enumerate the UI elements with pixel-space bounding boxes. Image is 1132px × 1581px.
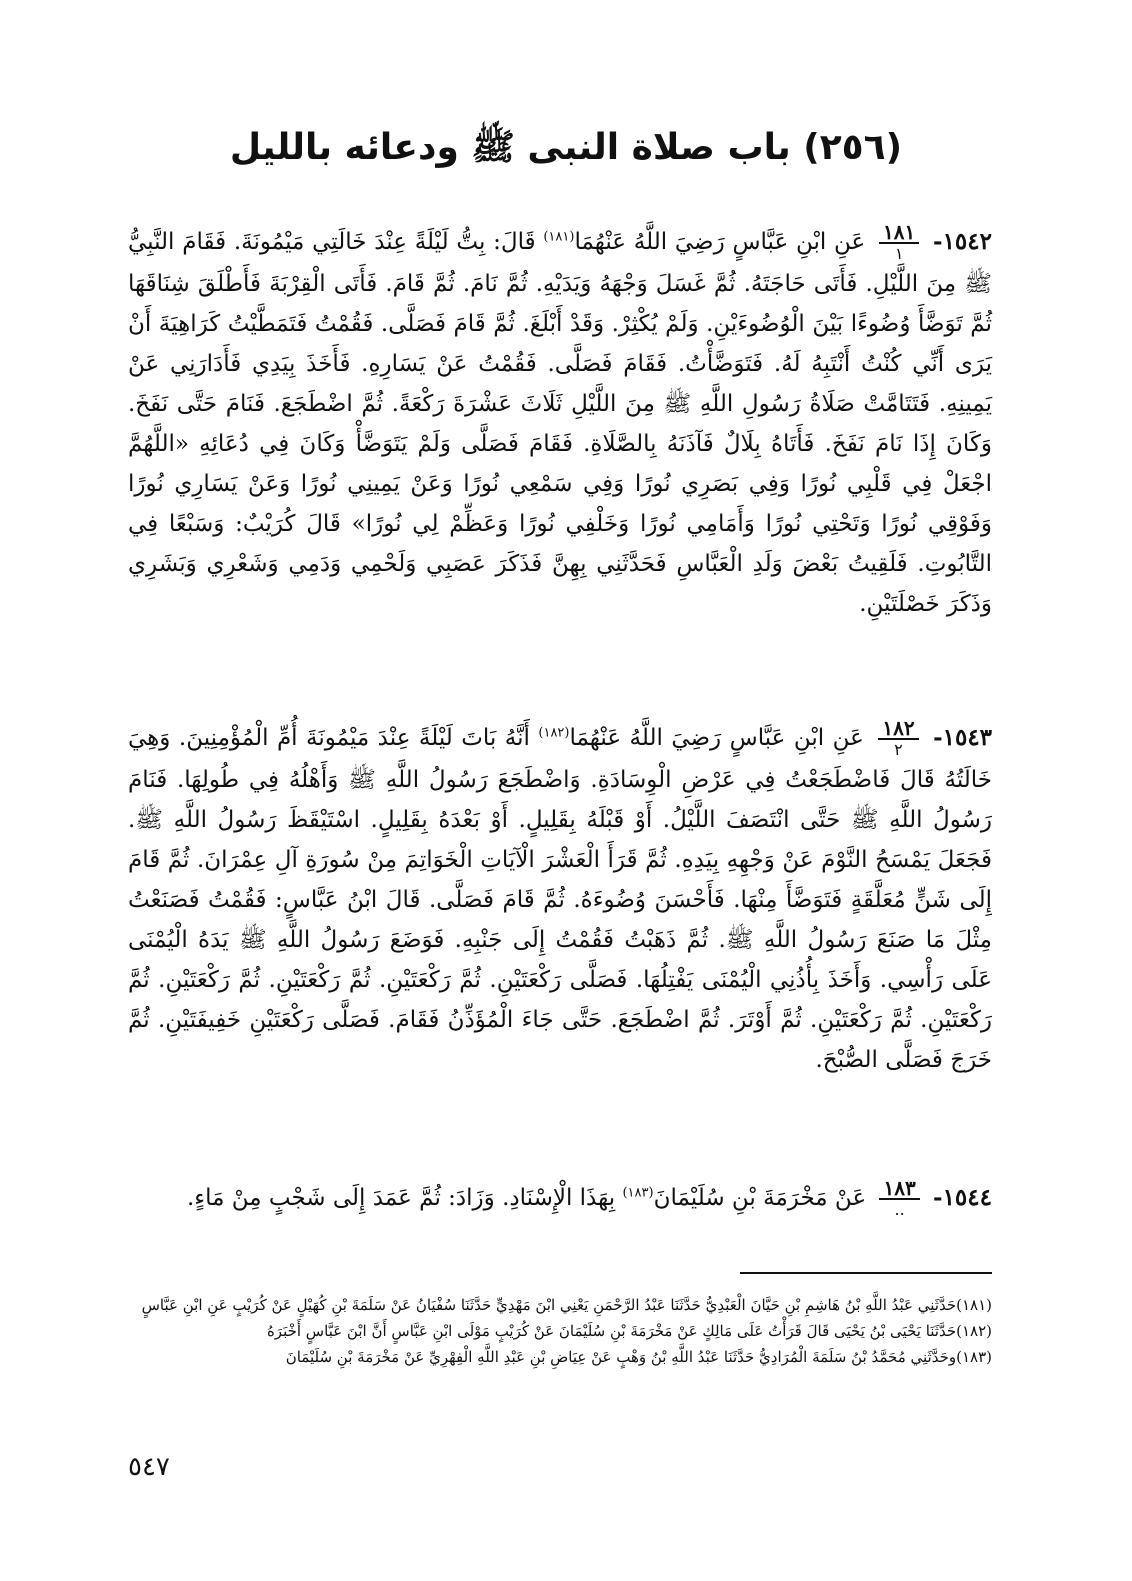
footnotes [128,1292,992,1370]
footnote-marker[interactable]: (١٨٣) [622,1185,654,1201]
hadith-narrator: عَنِ ابْنِ عَبَّاسٍ رَضِيَ اللَّهُ عَنْهُمَا [574,229,866,255]
footnote-divider [740,1272,992,1274]
hadith-number: ١٥٤٢- [933,228,992,255]
hadith-1542 [128,222,992,624]
hadith-number: ١٥٤٤- [933,1184,992,1211]
footnote-marker[interactable]: (١٨٢) [538,725,570,741]
hadith-1543 [128,718,992,1080]
page-number: ٥٤٧ [128,1452,170,1482]
footnote-181: (١٨١)حَدَّثَنِي عَبْدُ اللَّهِ بْنُ هَاشِمِ بْنِ حَيَّانَ الْعَبْدِيُّ حَدَّثَنَا عَبْدُ الرَّحْمَنِ يَعْنِي ابْنَ مَهْدِيٍّ حَدَّثَنَا سُفْيَانُ عَنْ سَلَمَةَ بْنِ كُهَيْلٍ عَنْ كُرَيْبٍ عَنِ ابْنِ عَبَّاسٍ [141,1296,992,1314]
chapter-title: (٢٥٦) باب صلاة النبى ﷺ ودعائه بالليل [229,127,903,168]
hadith-text: أَنَّهُ بَاتَ لَيْلَةً عِنْدَ مَيْمُونَةَ أُمِّ الْمُؤْمِنِينَ. وَهِيَ خَالَتُهُ قَالَ فَاضْطَجَعْتُ فِي عَرْضِ الْوِسَادَةِ. وَاضْطَجَعَ رَسُولُ اللَّهِ ﷺ وَأَهْلُهُ فِي طُولِهَا. فَنَامَ رَسُولُ اللَّهِ ﷺ حَتَّى انْتَصَفَ اللَّيْلُ. أَوْ قَبْلَهُ بِقَلِيلٍ. أَوْ بَعْدَهُ بِقَلِيلٍ. اسْتَيْقَظَ رَسُولُ اللَّهِ ﷺ. فَجَعَلَ يَمْسَحُ النَّوْمَ عَنْ وَجْهِهِ بِيَدِهِ. ثُمَّ قَرَأَ الْعَشْرَ الْآيَاتِ الْخَوَاتِمَ مِنْ سُورَةِ آلِ عِمْرَانَ. ثُمَّ قَامَ إِلَى شَنٍّ مُعَلَّقَةٍ فَتَوَضَّأَ مِنْهَا. فَأَحْسَنَ وُضُوءَهُ. ثُمَّ قَامَ فَصَلَّى. قَالَ ابْنُ عَبَّاسٍ: فَقُمْتُ فَصَنَعْتُ مِثْلَ مَا صَنَعَ رَسُولُ اللَّهِ ﷺ. ثُمَّ ذَهَبْتُ فَقُمْتُ إِلَى جَنْبِهِ. فَوَضَعَ رَسُولُ اللَّهِ ﷺ يَدَهُ الْيُمْنَى عَلَى رَأْسِي. وَأَخَذَ بِأُذُنِي الْيُمْنَى يَفْتِلُهَا. فَصَلَّى رَكْعَتَيْنِ. ثُمَّ رَكْعَتَيْنِ. ثُمَّ رَكْعَتَيْنِ. ثُمَّ رَكْعَتَيْنِ. ثُمَّ رَكْعَتَيْنِ. ثُمَّ رَكْعَتَيْنِ. ثُمَّ أَوْتَرَ. ثُمَّ اضْطَجَعَ. حَتَّى جَاءَ الْمُؤَذِّنُ فَقَامَ. فَصَلَّى رَكْعَتَيْنِ خَفِيفَتَيْنِ. ثُمَّ خَرَجَ فَصَلَّى الصُّبْحَ. [128,725,992,1073]
hadith-reference: $\frac{١٨٢}{٢}$ [878,718,918,760]
hadith-reference: $\frac{١٨٣}{..}$ [879,1178,919,1220]
footnote-183: (١٨٣)وحَدَّثَنِي مُحَمَّدُ بْنُ سَلَمَةَ الْمُرَادِيُّ حَدَّثَنَا عَبْدُ اللَّهِ بْنُ وَهْبٍ عَنْ عِيَاضِ بْنِ عَبْدِ اللَّهِ الْفِهْرِيِّ عَنْ مَخْرَمَةَ بْنِ سُلَيْمَانَ [285,1348,992,1366]
hadith-reference: $\frac{١٨١}{١}$ [879,222,919,264]
footnote-marker[interactable]: (١٨١) [543,229,575,245]
footnote-182: (١٨٢)حَدَّثَنَا يَحْيَى بْنُ يَحْيَى قَالَ قَرَأْتُ عَلَى مَالِكٍ عَنْ مَخْرَمَةَ بْنِ سُلَيْمَانَ عَنْ كُرَيْبٍ مَوْلَى ابْنِ عَبَّاسٍ أَنَّ ابْنَ عَبَّاسٍ أَخْبَرَهُ [266,1322,992,1340]
hadith-1544 [128,1178,992,1220]
hadith-narrator: عَنْ مَخْرَمَةَ بْنِ سُلَيْمَانَ [653,1185,867,1211]
hadith-narrator: عَنِ ابْنِ عَبَّاسٍ رَضِيَ اللَّهُ عَنْهُمَا [569,725,864,751]
hadith-text: قَالَ: بِتُّ لَيْلَةً عِنْدَ خَالَتِي مَيْمُونَةَ. فَقَامَ النَّبِيُّ ﷺ مِنَ اللَّيْلِ. فَأَتَى حَاجَتَهُ. ثُمَّ غَسَلَ وَجْهَهُ وَيَدَيْهِ. ثُمَّ نَامَ. ثُمَّ قَامَ. فَأَتَى الْقِرْبَةَ فَأَطْلَقَ شِنَاقَهَا ثُمَّ تَوَضَّأَ وُضُوءًا بَيْنَ الْوُضُوءَيْنِ. وَلَمْ يُكْثِرْ. وَقَدْ أَبْلَغَ. ثُمَّ قَامَ فَصَلَّى. فَقُمْتُ فَتَمَطَّيْتُ كَرَاهِيَةَ أَنْ يَرَى أَنِّي كُنْتُ أَنْتَبِهُ لَهُ. فَتَوَضَّأْتُ. فَقَامَ فَصَلَّى. فَقُمْتُ عَنْ يَسَارِهِ. فَأَخَذَ بِيَدِي فَأَدَارَنِي عَنْ يَمِينِهِ. فَتَتَامَّتْ صَلَاةُ رَسُولِ اللَّهِ ﷺ مِنَ اللَّيْلِ ثَلَاثَ عَشْرَةَ رَكْعَةً. ثُمَّ اضْطَجَعَ. فَنَامَ حَتَّى نَفَخَ. وَكَانَ إِذَا نَامَ نَفَخَ. فَأَتَاهُ بِلَالٌ فَآذَنَهُ بِالصَّلَاةِ. فَقَامَ فَصَلَّى وَلَمْ يَتَوَضَّأْ وَكَانَ فِي دُعَائِهِ «اللَّهُمَّ اجْعَلْ فِي قَلْبِي نُورًا وَفِي بَصَرِي نُورًا وَفِي سَمْعِي نُورًا وَعَنْ يَمِينِي نُورًا وَعَنْ يَسَارِي نُورًا وَفَوْقِي نُورًا وَتَحْتِي نُورًا وَأَمَامِي نُورًا وَخَلْفِي نُورًا وَعَظِّمْ لِي نُورًا» قَالَ كُرَيْبٌ: وَسَبْعًا فِي التَّابُوتِ. فَلَقِيتُ بَعْضَ وَلَدِ الْعَبَّاسِ فَحَدَّثَنِي بِهِنَّ فَذَكَرَ عَصَبِي وَلَحْمِي وَدَمِي وَشَعْرِي وَبَشَرِي وَذَكَرَ خَصْلَتَيْنِ. [128,229,992,617]
hadith-number: ١٥٤٣- [933,724,993,751]
hadith-text: بِهَذَا الْإِسْنَادِ. وَزَادَ: ثُمَّ عَمَدَ إِلَى شَجْبٍ مِنْ مَاءٍ. [186,1185,623,1211]
